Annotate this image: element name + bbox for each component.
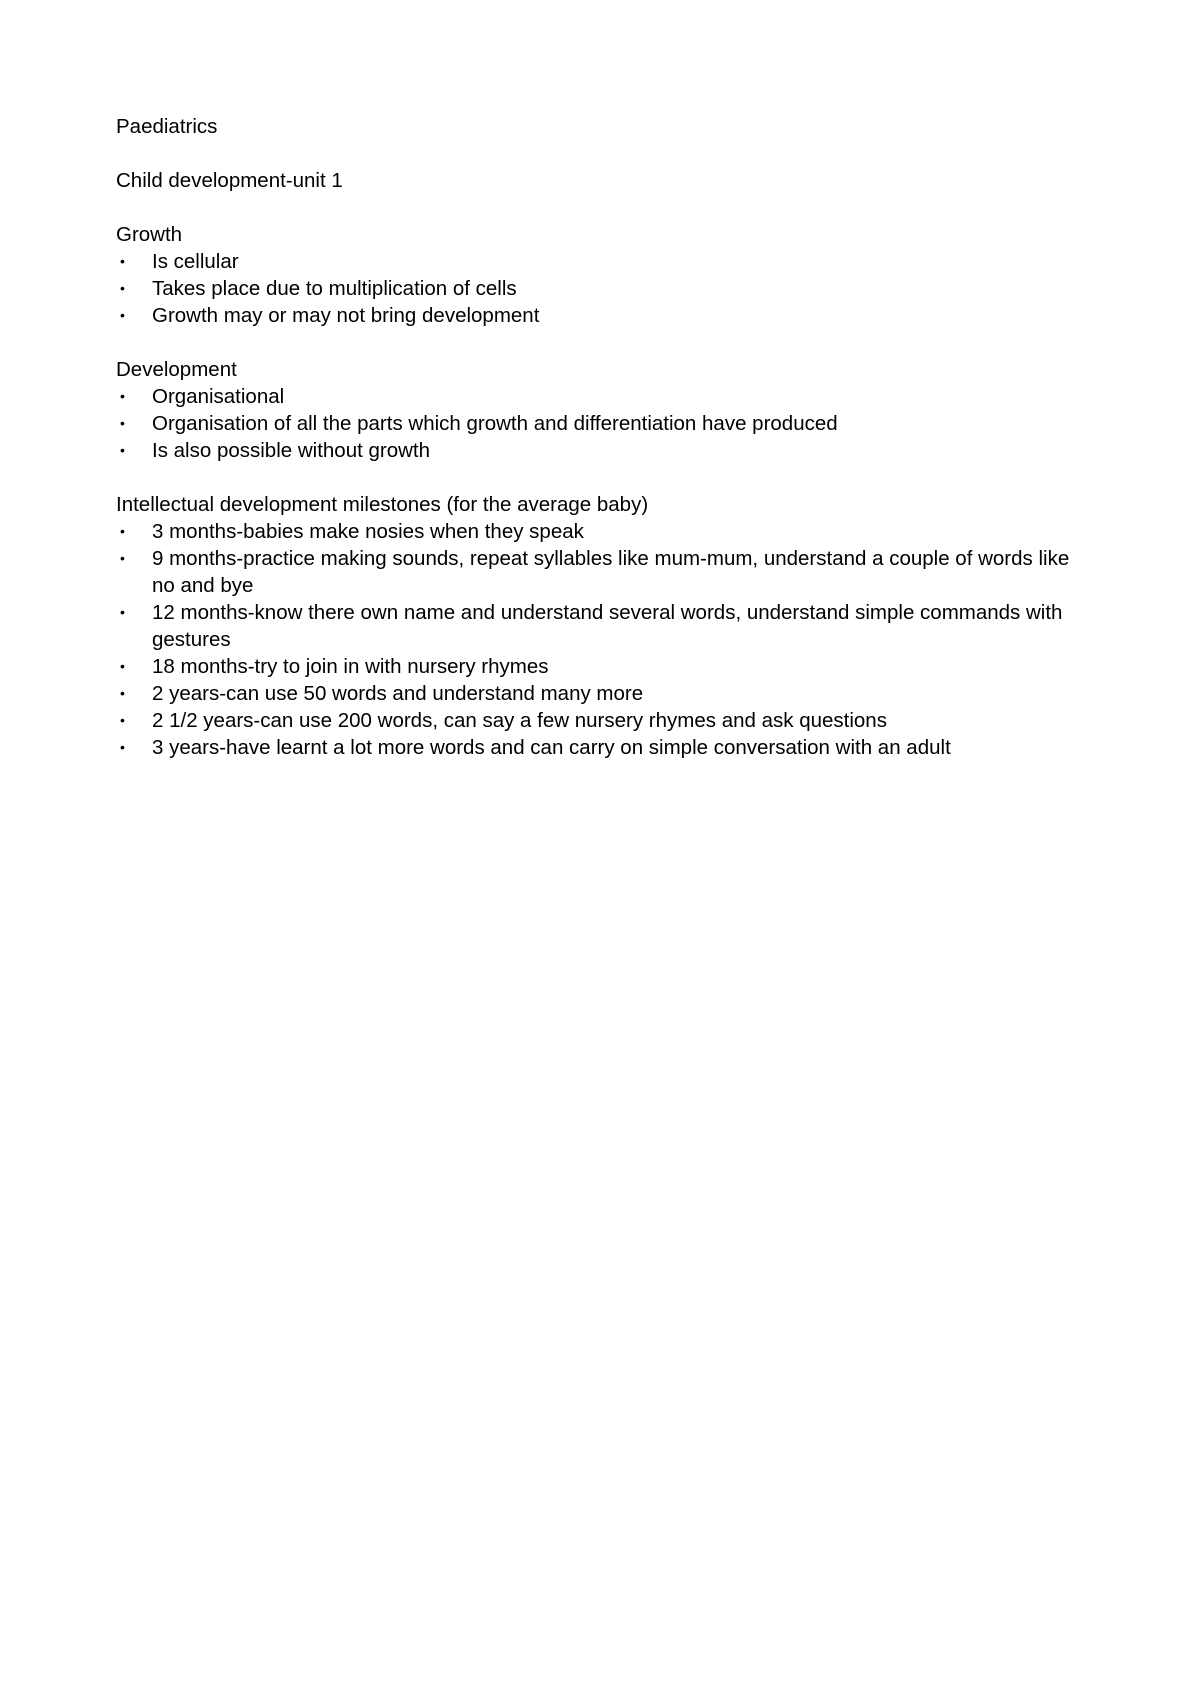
section-heading-growth: Growth [116, 223, 183, 246]
list-item: • 12 months-know there own name and understand several words, understand simple commands with gestures [120, 601, 1063, 651]
list-item: • 2 years-can use 50 words and understand many more [120, 682, 644, 705]
list-item: • Takes place due to multiplication of cells [120, 277, 517, 300]
bullet-icon: • [120, 388, 125, 404]
document-page [116, 113, 1076, 761]
list-item: • 3 years-have learnt a lot more words and can carry on simple conversation with an adult [120, 736, 951, 759]
milestones-list [116, 518, 1076, 761]
spacer [116, 194, 1076, 221]
growth-list [116, 248, 1076, 329]
bullet-icon: • [120, 415, 125, 431]
list-item: • 18 months-try to join in with nursery rhymes [120, 655, 549, 678]
bullet-icon: • [120, 442, 125, 458]
development-list [116, 383, 1076, 464]
bullet-icon: • [120, 253, 125, 269]
section-heading-milestones: Intellectual development milestones (for the average baby) [116, 493, 649, 516]
section-heading-development: Development [116, 358, 237, 381]
list-item: • Is cellular [120, 250, 239, 273]
list-item: • Organisational [120, 385, 285, 408]
list-item: • Growth may or may not bring development [120, 304, 540, 327]
list-item: • 2 1/2 years-can use 200 words, can say a few nursery rhymes and ask questions [120, 709, 887, 732]
bullet-icon: • [120, 685, 125, 701]
unit-title: Child development-unit 1 [116, 169, 343, 192]
bullet-icon: • [120, 712, 125, 728]
list-item: • 9 months-practice making sounds, repeat syllables like mum-mum, understand a couple of words like no and bye [120, 547, 1070, 597]
list-item: • Is also possible without growth [120, 439, 431, 462]
bullet-icon: • [120, 739, 125, 755]
spacer [116, 329, 1076, 356]
spacer [116, 464, 1076, 491]
spacer [116, 140, 1076, 167]
bullet-icon: • [120, 523, 125, 539]
bullet-icon: • [120, 550, 125, 566]
list-item: • 3 months-babies make nosies when they speak [120, 520, 584, 543]
bullet-icon: • [120, 307, 125, 323]
bullet-icon: • [120, 280, 125, 296]
document-title: Paediatrics [116, 115, 218, 138]
bullet-icon: • [120, 658, 125, 674]
bullet-icon: • [120, 604, 125, 620]
list-item: • Organisation of all the parts which growth and differentiation have produced [120, 412, 838, 435]
